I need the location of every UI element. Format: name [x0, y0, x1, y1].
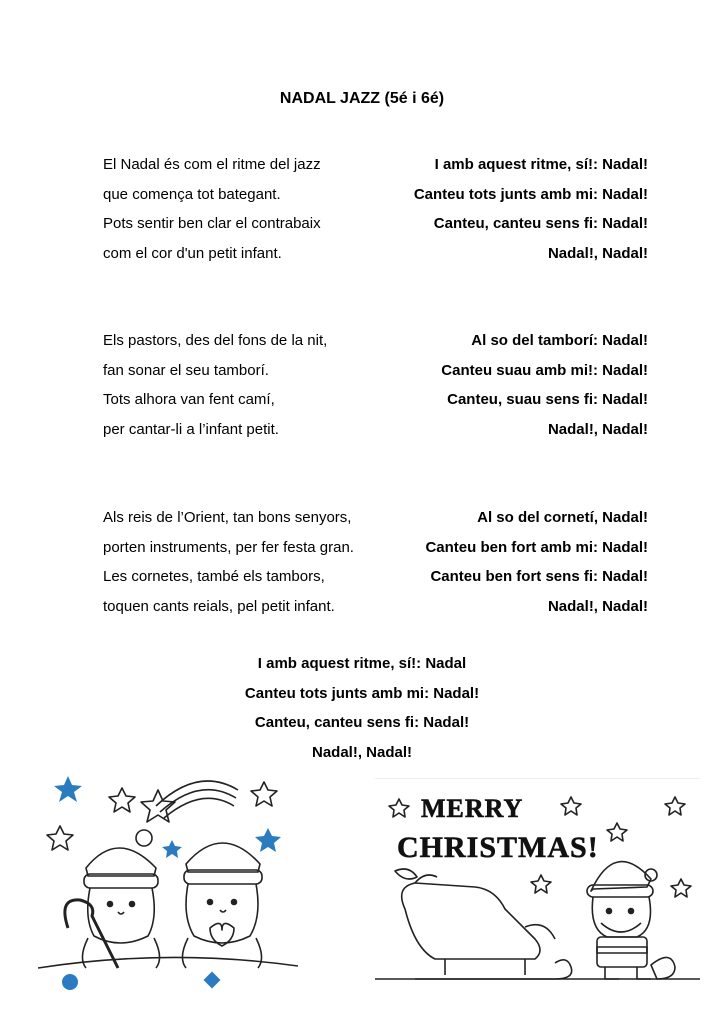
star-icon [47, 826, 73, 850]
verse-text: Pots sentir ben clar el contrabaix [103, 215, 321, 232]
refrain-text: Canteu ben fort sens fi: Nadal! [430, 568, 648, 585]
sleigh-drawing [375, 779, 700, 1007]
star-icon [671, 879, 691, 897]
stanza-1 [103, 155, 648, 273]
refrain-text: Al so del tamborí: Nadal! [471, 332, 648, 349]
verse-line [103, 214, 648, 244]
bear-hat [86, 848, 156, 876]
stanza-2 [103, 331, 648, 449]
santa-face [592, 897, 650, 937]
verse-line [103, 420, 648, 450]
chorus-line: Canteu tots junts amb mi: Nadal! [244, 684, 480, 702]
santa-body [597, 937, 647, 967]
chorus-line: Nadal!, Nadal! [311, 743, 413, 761]
verse-line [103, 597, 648, 627]
star-icon [607, 823, 627, 841]
stanza-3 [103, 508, 648, 626]
bears-drawing [38, 768, 298, 998]
verse-line [103, 538, 648, 568]
verse-line [103, 567, 648, 597]
star-icon [389, 799, 409, 817]
refrain-text: Canteu suau amb mi!: Nadal! [441, 361, 648, 379]
star-icon [561, 797, 581, 815]
chorus [0, 654, 724, 772]
santa-sack [651, 957, 675, 979]
gift-bow [395, 869, 417, 879]
sleigh-body [402, 883, 540, 959]
star-icon [109, 788, 135, 812]
star-icon [255, 828, 281, 852]
diamond-icon [204, 972, 221, 989]
bear-hat [186, 843, 260, 872]
santa-hat [591, 862, 651, 891]
verse-text: com el cor d'un petit infant. [103, 244, 282, 262]
verse-text: fan sonar el seu tamborí. [103, 361, 269, 379]
refrain-text: I amb aquest ritme, sí!: Nadal! [434, 156, 648, 173]
merry-text: MERRY [421, 794, 524, 823]
bear-head [186, 884, 258, 943]
verse-line [103, 508, 648, 538]
verse-text: El Nadal és com el ritme del jazz [103, 156, 321, 173]
refrain-text: Nadal!, Nadal! [547, 420, 648, 438]
star-icon [162, 840, 182, 858]
star-icon [54, 776, 82, 802]
verse-text: toquen cants reials, pel petit infant. [103, 597, 335, 615]
verse-line [103, 185, 648, 215]
refrain-text: Al so del cornetí, Nadal! [477, 509, 648, 526]
verse-text: que comença tot bategant. [103, 185, 281, 203]
verse-text: Els pastors, des del fons de la nit, [103, 332, 328, 349]
refrain-text: Canteu tots junts amb mi: Nadal! [413, 185, 648, 203]
verse-line [103, 361, 648, 391]
verse-text: per cantar-li a l’infant petit. [103, 420, 279, 438]
verse-text: Als reis de l’Orient, tan bons senyors, [103, 509, 352, 526]
refrain-text: Canteu, suau sens fi: Nadal! [447, 391, 648, 408]
bear-head [88, 888, 155, 943]
dot-icon [62, 974, 78, 990]
refrain-text: Canteu, canteu sens fi: Nadal! [433, 215, 648, 232]
refrain-text: Canteu ben fort amb mi: Nadal! [425, 538, 648, 556]
bears-illustration [38, 768, 298, 998]
verse-line [103, 155, 648, 185]
verse-line [103, 244, 648, 274]
christmas-text: CHRISTMAS! [397, 831, 599, 864]
chorus-line: Canteu, canteu sens fi: Nadal! [254, 714, 470, 731]
candy-cane [65, 900, 118, 968]
refrain-text: Nadal!, Nadal! [547, 597, 648, 615]
verse-line [103, 331, 648, 361]
star-icon [531, 875, 551, 893]
page-title: NADAL JAZZ (5é i 6é) [279, 90, 445, 107]
refrain-text: Nadal!, Nadal! [547, 244, 648, 262]
verse-line [103, 390, 648, 420]
verse-text: Tots alhora van fent camí, [103, 391, 275, 408]
verse-text: Les cornetes, també els tambors, [103, 568, 325, 585]
star-icon [665, 797, 685, 815]
merry-christmas-illustration [375, 778, 700, 1007]
chorus-line: I amb aquest ritme, sí!: Nadal [257, 655, 467, 672]
sleigh-runner [415, 960, 572, 979]
star-icon [251, 782, 277, 806]
verse-text: porten instruments, per fer festa gran. [103, 538, 354, 556]
